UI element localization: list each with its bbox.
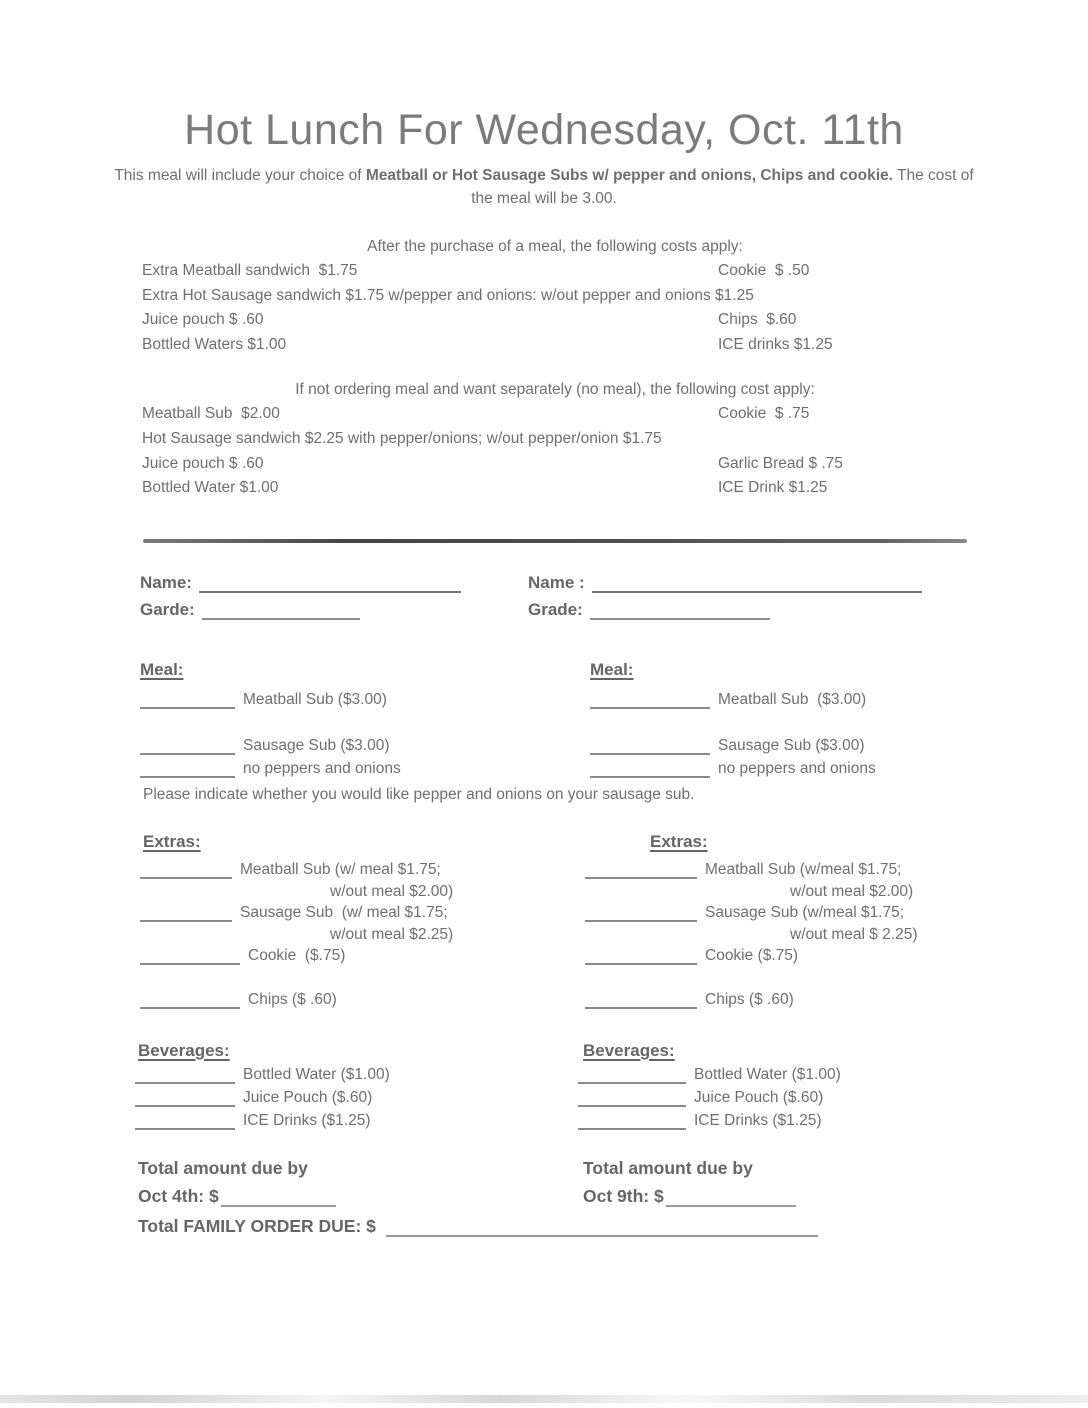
price-item-juice-pouch: Juice pouch $ .60 [142, 311, 264, 329]
meal-option-sausage [590, 737, 968, 755]
price-item-extra-meatball: Extra Meatball sandwich $1.75 [142, 262, 358, 279]
quantity-fill-line [140, 995, 240, 1009]
extras-section-heading: Extras: [650, 831, 708, 851]
quantity-fill-line [590, 764, 710, 778]
meal-option-no-peppers [140, 760, 528, 778]
meal-option-label: Sausage Sub ($3.00) [243, 736, 390, 754]
quantity-fill-line [578, 1093, 686, 1107]
beverage-option-water [135, 1066, 528, 1084]
quantity-fill-line [585, 995, 697, 1009]
due-date-row [583, 1186, 968, 1207]
price-item-meatball-sub: Meatball Sub $2.00 [142, 405, 280, 423]
extras-option-sausage [140, 904, 528, 922]
price-item-hot-sausage: Hot Sausage sandwich $2.25 with pepper/onions; w/out pepper/onion $1.75 [142, 429, 662, 447]
amount-fill-line [666, 1190, 796, 1207]
meal-option-label: Meatball Sub ($3.00) [243, 690, 387, 708]
intro-start: This meal will include your choice of [114, 167, 366, 184]
beverage-option-water [578, 1066, 968, 1084]
meal-option-no-peppers [590, 760, 968, 778]
extras-option-label-cont: w/out meal $ 2.25) [790, 925, 918, 943]
meal-section-heading: Meal: [140, 659, 184, 679]
grade-label: Garde: [140, 599, 195, 619]
total-due-label: Total amount due by [583, 1157, 753, 1178]
price-item-bottled-water: Bottled Water $1.00 [142, 479, 279, 497]
meal-option-label: no peppers and onions [718, 759, 876, 777]
total-due-label: Total amount due by [138, 1157, 308, 1178]
price-item-garlic-bread: Garlic Bread $ .75 [718, 454, 843, 472]
extras-section-heading: Extras: [143, 831, 201, 851]
beverages-right [528, 1009, 968, 1207]
no-meal-price-list [0, 379, 1088, 500]
extras-option-cookie [585, 947, 968, 965]
quantity-fill-line [140, 741, 235, 755]
meal-option-label: Meatball Sub ($3.00) [718, 690, 867, 708]
quantity-fill-line [140, 695, 235, 709]
quantity-fill-line [140, 951, 240, 965]
extras-option-sausage [585, 904, 968, 922]
extras-option-label-cont: w/out meal $2.25) [330, 925, 454, 943]
price-item-ice-drinks: ICE drinks $1.25 [718, 335, 833, 353]
scan-artifact-streak [0, 1395, 1088, 1403]
quantity-fill-line [585, 951, 697, 965]
quantity-fill-line [140, 908, 232, 922]
name-field-row [528, 573, 968, 593]
extras-option-meatball [140, 861, 528, 879]
beverage-option-label: Bottled Water ($1.00) [694, 1065, 841, 1083]
no-meal-price-grid [142, 402, 968, 500]
beverage-option-label: Bottled Water ($1.00) [243, 1065, 390, 1083]
extras-right [528, 804, 968, 1009]
extras-option-label: Meatball Sub (w/ meal $1.75; [240, 860, 441, 878]
meal-section-heading: Meal: [590, 659, 634, 679]
price-item-chips: Chips $.60 [718, 311, 797, 329]
extras-option-label-cont: w/out meal $2.00) [330, 882, 454, 900]
grade-field-row [140, 600, 528, 620]
quantity-fill-line [585, 908, 697, 922]
extras-option-meatball [585, 861, 968, 879]
extras-option-label-cont: w/out meal $2.00) [790, 882, 914, 900]
quantity-fill-line [135, 1093, 235, 1107]
beverages-section-heading: Beverages: [138, 1040, 230, 1060]
price-item-cookie: Cookie $ .75 [718, 405, 810, 423]
quantity-fill-line [135, 1070, 235, 1084]
price-item-extra-sausage: Extra Hot Sausage sandwich $1.75 w/pepper and onions: w/out pepper and onions $1.25 [142, 286, 754, 304]
name-label: Name : [528, 572, 585, 592]
extras-option-cookie [140, 947, 528, 965]
intro-text [104, 164, 984, 210]
quantity-fill-line [135, 1116, 235, 1130]
extras-option-label: Cookie ($.75) [248, 946, 346, 964]
intro-bold: Meatball or Hot Sausage Subs w/ pepper and onions, Chips and cookie. [365, 167, 893, 184]
price-item-ice-drink: ICE Drink $1.25 [718, 479, 828, 497]
beverage-option-label: ICE Drinks ($1.25) [243, 1111, 371, 1129]
with-meal-price-list [0, 236, 1088, 357]
name-fill-line [199, 576, 461, 593]
meal-option-sausage [140, 737, 528, 755]
due-date-label: Oct 4th: $ [138, 1185, 219, 1206]
quantity-fill-line [140, 764, 235, 778]
page-title: Hot Lunch For Wednesday, Oct. 11th [184, 106, 904, 154]
beverages-section-heading: Beverages: [583, 1040, 675, 1060]
quantity-fill-line [140, 865, 232, 879]
meal-option-label: no peppers and onions [243, 759, 401, 777]
with-meal-price-grid [142, 259, 968, 357]
quantity-fill-line [578, 1116, 686, 1130]
order-form-left [140, 543, 528, 778]
price-item-cookie: Cookie $ .50 [718, 262, 810, 279]
family-total-label: Total FAMILY ORDER DUE: $ [138, 1215, 376, 1236]
price-item-bottled-water: Bottled Waters $1.00 [142, 335, 287, 353]
amount-fill-line [221, 1190, 336, 1207]
extras-left [140, 804, 528, 1009]
extras-option-label: Cookie ($.75) [705, 946, 799, 964]
beverage-option-label: ICE Drinks ($1.25) [694, 1111, 822, 1129]
meal-option-meatball [590, 691, 968, 709]
quantity-fill-line [590, 695, 710, 709]
grade-fill-line [202, 603, 360, 620]
quantity-fill-line [590, 741, 710, 755]
beverage-option-juice [578, 1089, 968, 1107]
grade-label: Grade: [528, 599, 583, 619]
grade-field-row [528, 600, 968, 620]
meal-option-meatball [140, 691, 528, 709]
family-total-fill-line [386, 1219, 818, 1237]
beverage-option-juice [135, 1089, 528, 1107]
beverage-option-ice [135, 1112, 528, 1130]
meal-option-label: Sausage Sub ($3.00) [718, 736, 865, 754]
extras-option-label: Chips ($ .60) [705, 990, 794, 1008]
extras-option-label: Sausage Sub (w/ meal $1.75; [240, 903, 448, 921]
name-label: Name: [140, 572, 192, 592]
extras-option-chips [585, 991, 968, 1009]
extras-option-label: Sausage Sub (w/meal $1.75; [705, 903, 905, 921]
name-field-row [140, 573, 528, 593]
quantity-fill-line [585, 865, 697, 879]
intro-end: The cost of the meal will be 3.00. [471, 167, 978, 207]
price-item-juice-pouch: Juice pouch $ .60 [142, 454, 264, 472]
beverage-option-label: Juice Pouch ($.60) [243, 1088, 373, 1106]
extras-option-chips [140, 991, 528, 1009]
due-date-row [138, 1186, 528, 1207]
due-date-label: Oct 9th: $ [583, 1185, 664, 1206]
extras-option-label: Meatball Sub (w/meal $1.75; [705, 860, 902, 878]
no-meal-heading: If not ordering meal and want separately (no meal), the following cost apply: [295, 381, 815, 399]
name-fill-line [592, 576, 922, 593]
order-form-right [528, 543, 968, 778]
beverage-option-ice [578, 1112, 968, 1130]
grade-fill-line [590, 603, 770, 620]
beverages-left [140, 1009, 528, 1207]
family-total-row [138, 1216, 1088, 1237]
quantity-fill-line [578, 1070, 686, 1084]
with-meal-heading: After the purchase of a meal, the following costs apply: [367, 238, 743, 255]
beverage-option-label: Juice Pouch ($.60) [694, 1088, 824, 1106]
pepper-onion-note: Please indicate whether you would like pepper and onions on your sausage sub. [143, 785, 695, 803]
extras-option-label: Chips ($ .60) [248, 990, 337, 1008]
